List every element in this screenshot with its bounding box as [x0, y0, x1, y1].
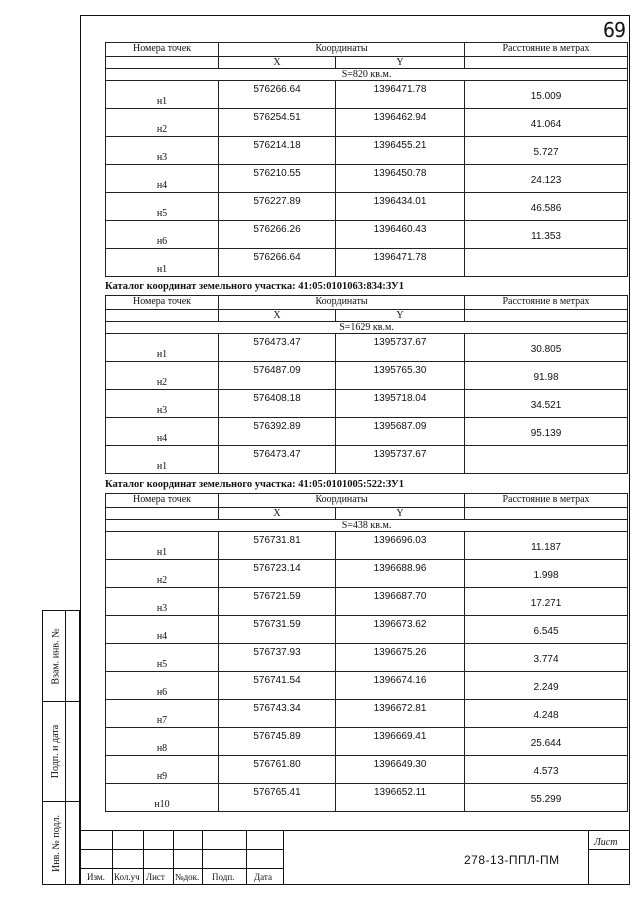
sheet-label: Лист: [594, 837, 618, 848]
side-stamp: [42, 610, 80, 885]
table-row: [106, 249, 628, 277]
coord-y: 1396675.26: [336, 644, 465, 672]
distance-value: 91.98: [465, 362, 628, 390]
distance-value: 6.545: [465, 616, 628, 644]
distance-value: 24.123: [465, 165, 628, 193]
point-number: н4: [106, 616, 219, 644]
header-y: Y: [336, 310, 465, 322]
coord-x: 576408.18: [219, 390, 336, 418]
table-row: [106, 616, 628, 644]
table-row: [106, 165, 628, 193]
table-row: [106, 137, 628, 165]
coord-y: 1396696.03: [336, 532, 465, 560]
coord-y: 1395765.30: [336, 362, 465, 390]
coord-x: 576721.59: [219, 588, 336, 616]
coord-y: 1395687.09: [336, 418, 465, 446]
header-points: Номера точек: [106, 43, 219, 57]
point-number: н1: [106, 446, 219, 474]
coord-x: 576731.81: [219, 532, 336, 560]
table-row: [106, 193, 628, 221]
coord-y: 1396460.43: [336, 221, 465, 249]
table-row: [106, 221, 628, 249]
coord-y: 1396450.78: [336, 165, 465, 193]
header-y: Y: [336, 57, 465, 69]
point-number: н7: [106, 700, 219, 728]
distance-value: 17.271: [465, 588, 628, 616]
header-x: X: [219, 310, 336, 322]
coord-y: 1396687.70: [336, 588, 465, 616]
table-row: [106, 418, 628, 446]
coord-x: 576723.14: [219, 560, 336, 588]
distance-value: 11.187: [465, 532, 628, 560]
side-label-inv: Инв. № подл.: [50, 815, 62, 872]
coord-y: 1396674.16: [336, 672, 465, 700]
header-y: Y: [336, 508, 465, 520]
table-row: [106, 700, 628, 728]
coord-x: 576473.47: [219, 334, 336, 362]
coord-x: 576741.54: [219, 672, 336, 700]
table-row: [106, 362, 628, 390]
table-row: [106, 390, 628, 418]
coord-y: 1396672.81: [336, 700, 465, 728]
point-number: н2: [106, 560, 219, 588]
tb-izm: Изм.: [87, 872, 105, 882]
distance-value: 3.774: [465, 644, 628, 672]
tb-list: Лист: [146, 872, 165, 882]
header-points: Номера точек: [106, 296, 219, 310]
area-label: S=438 кв.м.: [106, 520, 628, 532]
coord-y: 1396471.78: [336, 249, 465, 277]
document-code: 278-13-ППЛ-ПМ: [464, 853, 560, 867]
table-row: [106, 532, 628, 560]
table-row: [106, 334, 628, 362]
coord-x: 576761.80: [219, 756, 336, 784]
distance-value: [465, 446, 628, 474]
point-number: н3: [106, 588, 219, 616]
point-number: н5: [106, 644, 219, 672]
table-row: [106, 784, 628, 812]
coord-y: 1395737.67: [336, 446, 465, 474]
point-number: н2: [106, 362, 219, 390]
table-row: [106, 588, 628, 616]
coord-y: 1396688.96: [336, 560, 465, 588]
table-row: [106, 756, 628, 784]
page-number: 69: [603, 18, 626, 42]
coordinates-table-2: [105, 295, 628, 474]
header-empty: [465, 57, 628, 69]
tb-data: Дата: [254, 872, 272, 882]
table-row: [106, 728, 628, 756]
coord-x: 576737.93: [219, 644, 336, 672]
distance-value: 1.998: [465, 560, 628, 588]
table-row: [106, 109, 628, 137]
point-number: н10: [106, 784, 219, 812]
side-label-podp: Подп. и дата: [50, 724, 62, 778]
distance-value: 95.139: [465, 418, 628, 446]
point-number: н4: [106, 165, 219, 193]
point-number: н1: [106, 81, 219, 109]
distance-value: 34.521: [465, 390, 628, 418]
coord-y: 1396673.62: [336, 616, 465, 644]
coordinates-table-1: [105, 42, 628, 277]
coord-x: 576473.47: [219, 446, 336, 474]
coord-y: 1396434.01: [336, 193, 465, 221]
coord-x: 576254.51: [219, 109, 336, 137]
point-number: н1: [106, 334, 219, 362]
coord-x: 576227.89: [219, 193, 336, 221]
point-number: н2: [106, 109, 219, 137]
distance-value: 2.249: [465, 672, 628, 700]
coord-x: 576266.64: [219, 249, 336, 277]
coord-x: 576266.64: [219, 81, 336, 109]
coord-x: 576214.18: [219, 137, 336, 165]
header-distance: Расстояние в метрах: [465, 494, 628, 508]
header-x: X: [219, 508, 336, 520]
header-coords: Координаты: [219, 494, 465, 508]
point-number: н1: [106, 532, 219, 560]
coord-x: 576266.26: [219, 221, 336, 249]
coord-x: 576487.09: [219, 362, 336, 390]
coord-y: 1395737.67: [336, 334, 465, 362]
coordinates-table-3: [105, 493, 628, 812]
distance-value: 5.727: [465, 137, 628, 165]
point-number: н8: [106, 728, 219, 756]
coord-x: 576743.34: [219, 700, 336, 728]
header-coords: Координаты: [219, 43, 465, 57]
coord-x: 576392.89: [219, 418, 336, 446]
table-row: [106, 560, 628, 588]
header-distance: Расстояние в метрах: [465, 296, 628, 310]
coord-x: 576210.55: [219, 165, 336, 193]
title-block: [80, 830, 630, 885]
coord-x: 576745.89: [219, 728, 336, 756]
header-points: Номера точек: [106, 494, 219, 508]
point-number: н3: [106, 390, 219, 418]
distance-value: 25.644: [465, 728, 628, 756]
side-label-vzam: Взам. инв. №: [50, 627, 62, 685]
coord-y: 1396669.41: [336, 728, 465, 756]
catalog-title-3: Каталог координат земельного участка: 41:05:0101005:522:ЗУ1: [105, 479, 404, 490]
point-number: н6: [106, 672, 219, 700]
point-number: н4: [106, 418, 219, 446]
coord-y: 1396649.30: [336, 756, 465, 784]
catalog-title-2: Каталог координат земельного участка: 41:05:0101063:834:ЗУ1: [105, 281, 404, 292]
distance-value: 11.353: [465, 221, 628, 249]
header-empty: [465, 508, 628, 520]
point-number: н3: [106, 137, 219, 165]
coord-x: 576731.59: [219, 616, 336, 644]
distance-value: 4.248: [465, 700, 628, 728]
point-number: н6: [106, 221, 219, 249]
distance-value: [465, 249, 628, 277]
header-coords: Координаты: [219, 296, 465, 310]
tb-kol: Кол.уч: [114, 872, 140, 882]
header-empty: [106, 310, 219, 322]
coord-y: 1396462.94: [336, 109, 465, 137]
area-label: S=1629 кв.м.: [106, 322, 628, 334]
distance-value: 15.009: [465, 81, 628, 109]
table-row: [106, 672, 628, 700]
point-number: н5: [106, 193, 219, 221]
distance-value: 46.586: [465, 193, 628, 221]
header-distance: Расстояние в метрах: [465, 43, 628, 57]
distance-value: 55.299: [465, 784, 628, 812]
point-number: н9: [106, 756, 219, 784]
header-empty: [106, 57, 219, 69]
header-x: X: [219, 57, 336, 69]
coord-y: 1395718.04: [336, 390, 465, 418]
table-row: [106, 81, 628, 109]
coord-y: 1396652.11: [336, 784, 465, 812]
coord-y: 1396455.21: [336, 137, 465, 165]
coord-x: 576765.41: [219, 784, 336, 812]
distance-value: 41.064: [465, 109, 628, 137]
distance-value: 30.805: [465, 334, 628, 362]
point-number: н1: [106, 249, 219, 277]
table-row: [106, 644, 628, 672]
table-row: [106, 446, 628, 474]
header-empty: [465, 310, 628, 322]
distance-value: 4.573: [465, 756, 628, 784]
area-label: S=820 кв.м.: [106, 69, 628, 81]
tb-ndok: №док.: [175, 872, 200, 882]
coord-y: 1396471.78: [336, 81, 465, 109]
tb-podp: Подп.: [212, 872, 235, 882]
header-empty: [106, 508, 219, 520]
